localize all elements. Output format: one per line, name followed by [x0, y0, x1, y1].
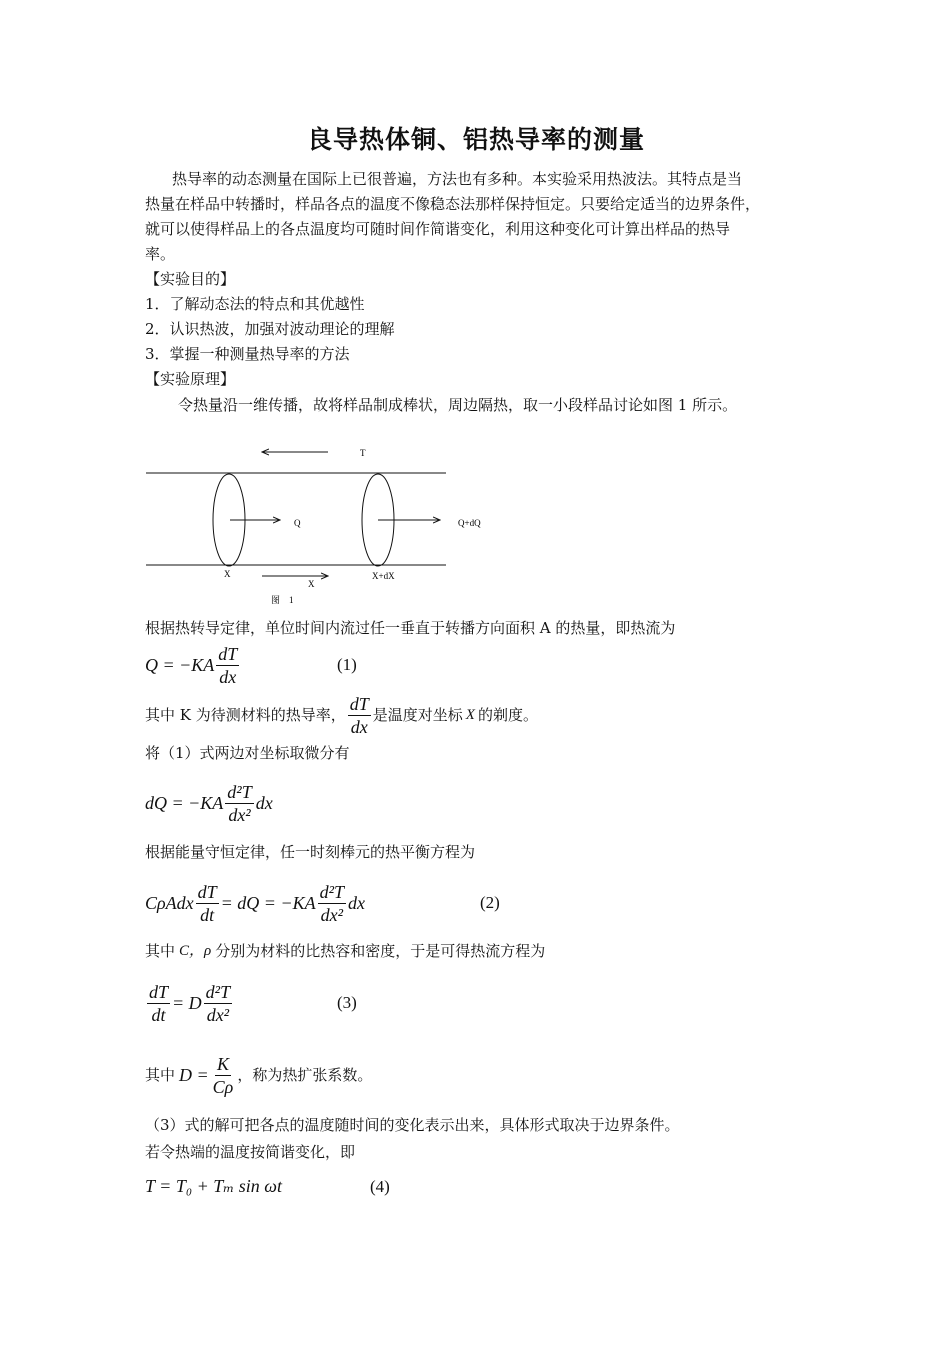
eq1-lhs: Q = −KA [145, 654, 215, 675]
k-text-c: 的剃度。 [477, 706, 538, 724]
eq2-denominator-1: dt [200, 904, 215, 925]
eq3-numerator-1: dT [149, 981, 169, 1002]
purpose-heading: 【实验目的】 [145, 270, 236, 288]
figure-1 [140, 440, 510, 612]
eq2-numerator-2: d²T [319, 881, 345, 902]
d-text-lhs: D = [179, 1064, 209, 1085]
c-text-b: 分别为材料的比热容和密度，于是可得热流方程为 [215, 942, 546, 960]
label-X-mid: X [308, 579, 315, 589]
eq2-tail: dx [348, 892, 366, 913]
d-definition [145, 1050, 372, 1100]
equation-4: T = T₀ + Tₘ sin ωt [145, 1176, 283, 1196]
page-title: 良导热体铜、铝热导率的测量 [306, 125, 645, 154]
eqdq-fraction [225, 781, 253, 826]
k-gradient-numerator: dT [349, 693, 369, 714]
principle-heading: 【实验原理】 [145, 370, 236, 388]
eq2-fraction-2 [318, 881, 346, 926]
eq3-mid: = D [172, 992, 202, 1013]
label-Q-plus-dQ: Q+dQ [458, 518, 481, 528]
eq3-denominator-2: dx² [206, 1004, 230, 1025]
eq2-lhs: CρAdx [145, 892, 194, 913]
fourier-law-text: 根据热转导定律，单位时间内流过任一垂直于转播方向面积 A 的热量，即热流为 [145, 619, 676, 637]
eqdq-numerator: d²T [227, 781, 252, 802]
differentiate-text: 将（1）式两边对坐标取微分有 [145, 744, 350, 762]
eqdq-denominator: dx² [228, 804, 251, 825]
equation-1 [145, 640, 241, 690]
eq3-fraction-2 [204, 981, 232, 1026]
k-text-b: 是温度对坐标 [372, 706, 463, 724]
eq2-numerator-1: dT [197, 881, 217, 902]
eqdq-lhs: dQ = −KA [145, 792, 224, 813]
label-X-left: X [224, 569, 231, 579]
figure-caption: 图 1 [271, 595, 294, 605]
eq3-fraction-1 [147, 981, 170, 1026]
eq3-numerator-2: d²T [205, 981, 231, 1002]
d-text-b: ，称为热扩张系数。 [237, 1066, 373, 1084]
principle-intro: 令热量沿一维传播，故将样品制成棒状，周边隔热，取一小段样品讨论如图 1 所示。 [178, 396, 738, 414]
solution-text: （3）式的解可把各点的温度随时间的变化表示出来，具体形式取决于边界条件。 [145, 1116, 680, 1134]
d-text-a: 其中 [145, 1066, 176, 1084]
eq1-denominator: dx [219, 666, 237, 687]
intro-line-2: 热量在样品中转播时，样品各点的温度不像稳态法那样保持恒定。只要给定适当的边界条件， [145, 195, 761, 213]
k-explanation [145, 690, 538, 740]
equation-dQ [145, 778, 273, 828]
purpose-item-2: 2．认识热波，加强对波动理论的理解 [145, 320, 395, 338]
purpose-item-3: 3．掌握一种测量热导率的方法 [145, 345, 350, 363]
label-Q: Q [294, 518, 301, 528]
equation-4-number: (4) [370, 1177, 390, 1196]
intro-line-3: 就可以使得样品上的各点温度均可随时间作简谐变化，利用这种变化可计算出样品的热导 [145, 220, 731, 238]
equation-3-number: (3) [337, 993, 357, 1012]
d-numerator: K [216, 1053, 229, 1074]
k-gradient-fraction [348, 693, 371, 738]
purpose-item-1: 1．了解动态法的特点和其优越性 [145, 295, 365, 313]
eq2-mid: = dQ = −KA [220, 892, 316, 913]
k-text-X: X [465, 707, 475, 723]
k-gradient-denominator: dx [350, 716, 368, 737]
c-text-symbols: C，ρ [179, 943, 212, 959]
equation-2-number: (2) [480, 893, 500, 912]
equation-1-number: (1) [337, 655, 357, 674]
intro-line-4: 率。 [145, 245, 176, 263]
equation-3 [145, 978, 234, 1028]
eq2-denominator-2: dx² [320, 904, 344, 925]
energy-text: 根据能量守恒定律，任一时刻棒元的热平衡方程为 [145, 843, 476, 861]
label-X-plus-dX: X+dX [372, 571, 395, 581]
eq1-numerator: dT [218, 643, 238, 664]
eqdq-tail: dx [255, 792, 273, 813]
d-fraction [211, 1053, 236, 1098]
boundary-text: 若令热端的温度按简谐变化，即 [145, 1143, 356, 1161]
d-denominator: Cρ [212, 1076, 234, 1097]
c-rho-explanation [145, 940, 545, 962]
eq3-denominator-1: dt [151, 1004, 166, 1025]
eq2-fraction-1 [196, 881, 219, 926]
eq1-fraction [216, 643, 239, 688]
equation-2 [145, 878, 365, 928]
k-text-a: 其中 K 为待测材料的热导率， [145, 706, 346, 724]
c-text-a: 其中 [145, 942, 176, 960]
label-T: T [360, 448, 366, 458]
intro-line-1: 热导率的动态测量在国际上已很普遍，方法也有多种。本实验采用热波法。其特点是当 [172, 170, 743, 188]
